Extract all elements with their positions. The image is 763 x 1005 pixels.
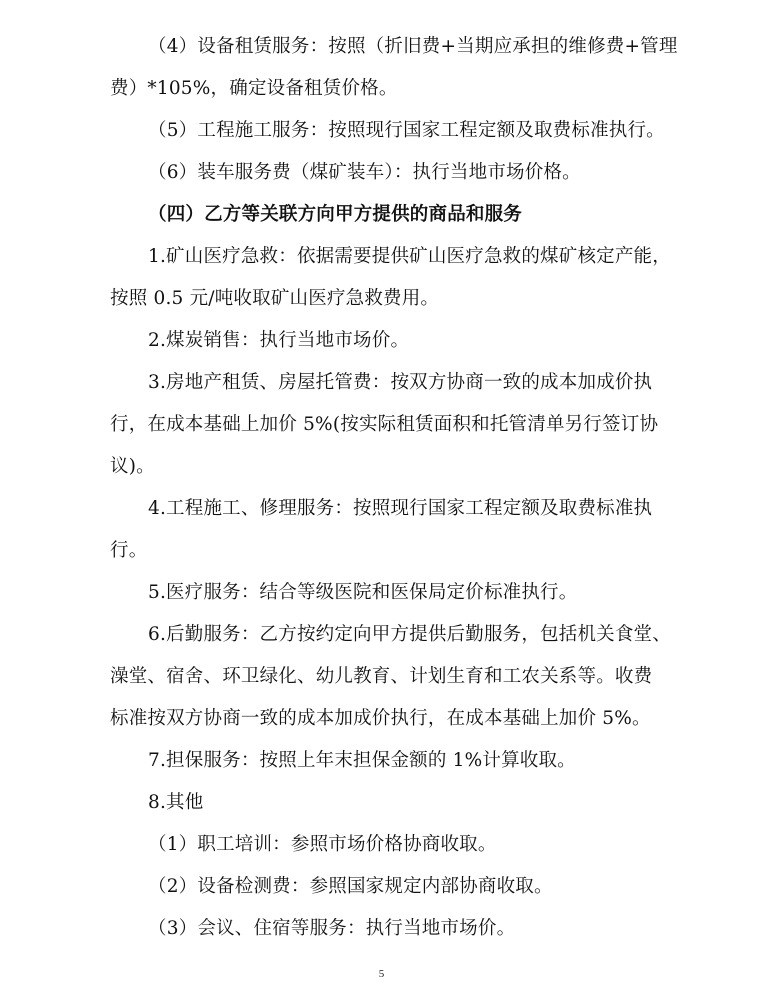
paragraph-equipment-leasing-line1: （4）设备租赁服务：按照（折旧费+当期应承担的维修费+管理 (148, 36, 678, 57)
item-6-line2: 澡堂、宿舍、环卫绿化、幼儿教育、计划生育和工农关系等。收费 (110, 666, 653, 687)
item-8: 8.其他 (148, 792, 204, 813)
item-8-sub-3: （3）会议、住宿等服务：执行当地市场价。 (148, 918, 516, 939)
item-3-line1: 3.房地产租赁、房屋托管费：按双方协商一致的成本加成价执 (148, 372, 653, 393)
item-1-line1: 1.矿山医疗急救：依据需要提供矿山医疗急救的煤矿核定产能， (148, 246, 671, 267)
item-6-line1: 6.后勤服务：乙方按约定向甲方提供后勤服务，包括机关食堂、 (148, 624, 671, 645)
item-8-sub-2: （2）设备检测费：参照国家规定内部协商收取。 (148, 876, 553, 897)
item-8-sub-1: （1）职工培训：参照市场价格协商收取。 (148, 834, 497, 855)
paragraph-engineering-construction: （5）工程施工服务：按照现行国家工程定额及取费标准执行。 (148, 120, 665, 141)
paragraph-equipment-leasing-line2: 费）*105%，确定设备租赁价格。 (110, 78, 398, 99)
item-1-line2: 按照 0.5 元/吨收取矿山医疗急救费用。 (110, 288, 440, 309)
section-heading: （四）乙方等关联方向甲方提供的商品和服务 (148, 204, 523, 225)
item-3-line2: 行，在成本基础上加价 5%(按实际租赁面积和托管清单另行签订协 (110, 414, 659, 435)
item-7: 7.担保服务：按照上年末担保金额的 1%计算收取。 (148, 750, 576, 771)
page-number: 5 (378, 968, 385, 980)
item-4-line1: 4.工程施工、修理服务：按照现行国家工程定额及取费标准执 (148, 498, 653, 519)
item-5: 5.医疗服务：结合等级医院和医保局定价标准执行。 (148, 582, 578, 603)
paragraph-loading-service: （6）装车服务费（煤矿装车）：执行当地市场价格。 (148, 162, 581, 183)
item-2: 2.煤炭销售：执行当地市场价。 (148, 330, 410, 351)
item-3-line3: 议)。 (110, 456, 155, 477)
item-4-line2: 行。 (110, 540, 148, 561)
item-6-line3: 标准按双方协商一致的成本加成价执行，在成本基础上加价 5%。 (110, 708, 651, 729)
